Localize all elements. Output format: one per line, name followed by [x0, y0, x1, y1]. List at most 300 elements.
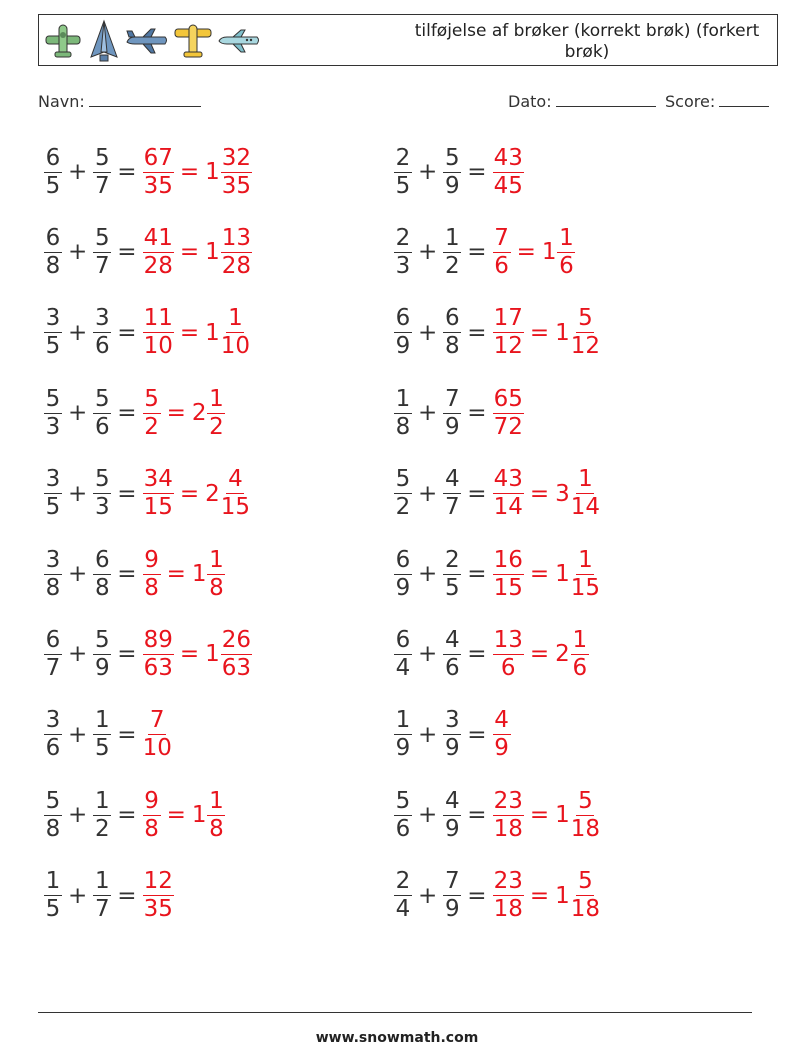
equals-sign: =: [179, 319, 200, 346]
improper-fraction-answer-numerator: 89: [143, 626, 173, 653]
equals-sign: =: [467, 159, 487, 185]
score-field: [665, 92, 769, 111]
addend-fraction-denominator: 2: [444, 252, 460, 279]
improper-fraction-answer-denominator: 9: [494, 735, 509, 762]
addend-fraction-denominator: 5: [444, 574, 460, 601]
plus-sign: +: [418, 480, 438, 507]
improper-fraction-answer-denominator: 10: [143, 333, 173, 360]
mixed-number-whole: 1: [541, 239, 557, 266]
addend-fraction-numerator: 1: [94, 868, 110, 895]
improper-fraction-answer-numerator: 41: [143, 224, 173, 251]
improper-fraction-answer: [143, 788, 161, 843]
date-label: Dato:: [508, 92, 552, 111]
equals-sign: =: [467, 561, 487, 587]
addend-fraction-denominator: 8: [94, 574, 110, 601]
plus-sign: +: [68, 882, 88, 909]
mixed-number-fraction: [571, 305, 600, 360]
footer-divider: [38, 1012, 752, 1013]
plus-sign: +: [418, 400, 438, 427]
addend-fraction-denominator: 4: [395, 654, 411, 681]
mixed-number-whole: 1: [555, 319, 570, 346]
date-field: [508, 92, 656, 111]
addend-fraction-denominator: 6: [395, 815, 411, 842]
mixed-number-denominator: 15: [220, 494, 251, 521]
plus-sign: +: [418, 561, 438, 587]
addend-fraction: [443, 627, 461, 682]
addend-fraction-numerator: 7: [444, 385, 460, 412]
worksheet-title: tilføjelse af brøker (korrekt brøk) (forkert brøk): [414, 21, 760, 62]
improper-fraction-answer: [143, 466, 174, 521]
addend-fraction-numerator: 3: [94, 305, 110, 332]
mixed-number-fraction: [571, 868, 600, 923]
improper-fraction-answer-numerator: 11: [143, 305, 173, 332]
mixed-number-numerator: 1: [578, 546, 593, 573]
problem-item: [44, 544, 225, 604]
addend-fraction: [44, 627, 62, 682]
answer: [493, 305, 600, 360]
answer: [493, 225, 576, 280]
name-blank: [89, 92, 201, 107]
header-icons: [43, 18, 261, 64]
equals-sign: =: [467, 400, 487, 427]
addend-fraction-denominator: 8: [444, 333, 460, 360]
equals-sign: =: [117, 319, 137, 346]
addend-fraction-numerator: 6: [395, 305, 411, 332]
mixed-number-denominator: 18: [570, 896, 601, 923]
improper-fraction-answer-numerator: 7: [494, 224, 509, 251]
addend-fraction-numerator: 6: [444, 305, 460, 332]
problem-item: [44, 303, 250, 363]
answer: [143, 547, 226, 602]
improper-fraction-answer-numerator: 34: [143, 466, 173, 493]
addend-fraction-numerator: 3: [45, 546, 61, 573]
equals-sign: =: [117, 802, 137, 829]
equals-sign: =: [467, 721, 487, 748]
equals-sign: =: [529, 561, 550, 587]
answer: [143, 707, 172, 762]
improper-fraction-answer-numerator: 67: [143, 144, 173, 171]
addend-fraction: [93, 145, 111, 200]
mixed-number-numerator: 1: [572, 626, 588, 653]
addend-fraction-numerator: 6: [45, 144, 61, 171]
problem-item: [394, 142, 524, 202]
improper-fraction-answer-denominator: 72: [493, 413, 523, 440]
improper-fraction-answer-denominator: 12: [493, 333, 523, 360]
mixed-number-numerator: 4: [228, 466, 243, 493]
addend-fraction-numerator: 4: [444, 626, 460, 653]
addend-fraction-denominator: 9: [395, 574, 411, 601]
plus-sign: +: [418, 319, 438, 346]
addend-fraction-numerator: 2: [395, 868, 411, 895]
addend-fraction: [44, 386, 62, 441]
improper-fraction-answer: [493, 547, 524, 602]
improper-fraction-answer: [143, 225, 174, 280]
answer: [493, 627, 589, 682]
problem-item: [44, 866, 174, 926]
plus-sign: +: [68, 721, 88, 748]
improper-fraction-answer-denominator: 8: [144, 815, 159, 842]
mixed-number-fraction: [221, 145, 252, 200]
addend-fraction: [93, 305, 111, 360]
addend-fraction-denominator: 5: [94, 735, 110, 762]
problem-item: [394, 866, 600, 926]
improper-fraction-answer-denominator: 15: [493, 574, 523, 601]
blue-airliner-icon: [125, 26, 169, 56]
addend-fraction: [394, 466, 412, 521]
improper-fraction-answer: [143, 707, 172, 762]
equals-sign: =: [529, 480, 550, 507]
mixed-number-whole: 1: [555, 882, 570, 909]
addend-fraction-denominator: 7: [94, 172, 110, 199]
answer: [493, 145, 524, 200]
addend-fraction-denominator: 5: [395, 172, 411, 199]
addend-fraction-denominator: 2: [94, 815, 110, 842]
addend-fraction-denominator: 5: [45, 333, 61, 360]
plus-sign: +: [68, 641, 88, 668]
answer: [493, 707, 511, 762]
problem-item: [394, 624, 589, 684]
mixed-number-numerator: 1: [578, 466, 593, 493]
addend-fraction: [394, 386, 412, 441]
answer: [143, 788, 226, 843]
mixed-number-numerator: 26: [221, 626, 252, 653]
addend-fraction: [394, 627, 412, 682]
equals-sign: =: [179, 239, 200, 266]
answer: [143, 868, 174, 923]
addend-fraction-denominator: 7: [94, 896, 110, 923]
green-propeller-plane-icon: [43, 21, 83, 61]
equals-sign: =: [467, 641, 487, 668]
addend-fraction-numerator: 6: [395, 626, 411, 653]
yellow-propeller-plane-icon: [173, 21, 213, 61]
addend-fraction-numerator: 6: [45, 626, 61, 653]
addend-fraction-numerator: 5: [444, 144, 460, 171]
addend-fraction-denominator: 3: [45, 413, 61, 440]
addend-fraction: [44, 145, 62, 200]
addend-fraction-denominator: 7: [444, 494, 460, 521]
addend-fraction-denominator: 8: [45, 252, 61, 279]
answer: [493, 466, 600, 521]
addend-fraction: [394, 547, 412, 602]
mixed-number-denominator: 12: [570, 333, 601, 360]
improper-fraction-answer-denominator: 28: [143, 252, 173, 279]
mixed-number-numerator: 1: [209, 385, 224, 412]
addend-fraction-numerator: 1: [395, 707, 411, 734]
mixed-number-fraction: [571, 788, 600, 843]
problem-item: [44, 142, 252, 202]
equals-sign: =: [117, 159, 137, 185]
problem-item: [44, 624, 252, 684]
addend-fraction: [93, 466, 111, 521]
improper-fraction-answer: [143, 627, 174, 682]
plus-sign: +: [68, 400, 88, 427]
addend-fraction: [394, 868, 412, 923]
answer: [143, 305, 250, 360]
addend-fraction: [394, 305, 412, 360]
improper-fraction-answer-denominator: 6: [500, 654, 516, 681]
problem-item: [44, 383, 225, 443]
addend-fraction: [93, 707, 111, 762]
addend-fraction-denominator: 9: [444, 815, 460, 842]
answer: [143, 386, 226, 441]
equals-sign: =: [467, 882, 487, 909]
addend-fraction: [443, 707, 461, 762]
addend-fraction-numerator: 5: [94, 144, 110, 171]
equals-sign: =: [529, 641, 550, 668]
addend-fraction: [443, 788, 461, 843]
improper-fraction-answer-denominator: 35: [143, 896, 173, 923]
improper-fraction-answer-numerator: 43: [493, 466, 523, 493]
plus-sign: +: [418, 882, 438, 909]
addend-fraction: [443, 547, 461, 602]
mixed-number-fraction: [207, 386, 225, 441]
answer: [143, 466, 250, 521]
improper-fraction-answer-numerator: 12: [143, 868, 173, 895]
mixed-number-fraction: [207, 788, 225, 843]
mixed-number-denominator: 18: [570, 815, 601, 842]
improper-fraction-answer: [493, 707, 511, 762]
improper-fraction-answer-denominator: 18: [493, 815, 523, 842]
name-field: [38, 92, 201, 111]
answer: [143, 145, 252, 200]
equals-sign: =: [166, 561, 186, 587]
addend-fraction-numerator: 3: [444, 707, 460, 734]
mixed-number-whole: 1: [191, 561, 207, 587]
mixed-number-whole: 1: [205, 159, 220, 185]
equals-sign: =: [117, 561, 137, 587]
improper-fraction-answer-denominator: 6: [494, 252, 509, 279]
addend-fraction-numerator: 3: [45, 707, 61, 734]
mixed-number-denominator: 8: [209, 815, 224, 842]
mixed-number-whole: 1: [205, 641, 220, 668]
addend-fraction-numerator: 5: [395, 466, 411, 493]
mixed-number-whole: 1: [555, 561, 570, 587]
addend-fraction: [44, 788, 62, 843]
mixed-number-numerator: 5: [578, 305, 593, 332]
equals-sign: =: [529, 802, 550, 829]
addend-fraction: [44, 707, 62, 762]
equals-sign: =: [117, 239, 137, 266]
improper-fraction-answer-denominator: 63: [143, 654, 173, 681]
addend-fraction-denominator: 8: [395, 413, 411, 440]
addend-fraction-denominator: 7: [94, 252, 110, 279]
addend-fraction-numerator: 5: [45, 787, 61, 814]
mixed-number-fraction: [221, 627, 252, 682]
mixed-number-denominator: 15: [570, 574, 601, 601]
plus-sign: +: [418, 641, 438, 668]
improper-fraction-answer-numerator: 9: [144, 546, 159, 573]
addend-fraction-numerator: 5: [94, 224, 110, 251]
addend-fraction-denominator: 9: [444, 896, 460, 923]
improper-fraction-answer: [493, 145, 524, 200]
mixed-number-numerator: 13: [221, 224, 252, 251]
answer: [493, 868, 600, 923]
addend-fraction-numerator: 2: [395, 224, 411, 251]
addend-fraction: [93, 627, 111, 682]
problem-item: [44, 785, 225, 845]
answer: [493, 547, 600, 602]
addend-fraction: [394, 788, 412, 843]
addend-fraction-numerator: 5: [94, 385, 110, 412]
improper-fraction-answer: [493, 305, 524, 360]
equals-sign: =: [467, 319, 487, 346]
problem-item: [394, 222, 575, 282]
plus-sign: +: [68, 561, 88, 587]
mixed-number-whole: 1: [205, 319, 220, 346]
plus-sign: +: [68, 319, 88, 346]
improper-fraction-answer-denominator: 14: [493, 494, 523, 521]
mixed-number-whole: 1: [205, 239, 220, 266]
mixed-number-denominator: 35: [221, 172, 252, 199]
mixed-number-denominator: 2: [209, 413, 224, 440]
addend-fraction: [443, 305, 461, 360]
addend-fraction-denominator: 8: [45, 574, 61, 601]
improper-fraction-answer: [493, 225, 511, 280]
mixed-number-fraction: [571, 627, 589, 682]
improper-fraction-answer-denominator: 45: [493, 172, 523, 199]
improper-fraction-answer-denominator: 18: [493, 896, 523, 923]
improper-fraction-answer-numerator: 5: [144, 385, 159, 412]
addend-fraction-numerator: 5: [45, 385, 61, 412]
addend-fraction-numerator: 6: [94, 546, 110, 573]
addend-fraction: [394, 225, 412, 280]
problem-item: [394, 785, 600, 845]
mixed-number-whole: 1: [191, 802, 207, 829]
equals-sign: =: [467, 802, 487, 829]
addend-fraction-numerator: 1: [45, 868, 61, 895]
addend-fraction: [394, 145, 412, 200]
improper-fraction-answer-denominator: 10: [142, 735, 172, 762]
mixed-number-numerator: 1: [209, 787, 224, 814]
addend-fraction: [443, 145, 461, 200]
mixed-number-denominator: 6: [572, 654, 588, 681]
mixed-number-denominator: 14: [570, 494, 601, 521]
addend-fraction: [44, 547, 62, 602]
addend-fraction-denominator: 3: [94, 494, 110, 521]
teal-airliner-icon: [217, 26, 261, 56]
addend-fraction-numerator: 4: [444, 466, 460, 493]
addend-fraction-denominator: 9: [395, 735, 411, 762]
improper-fraction-answer: [493, 788, 524, 843]
improper-fraction-answer: [143, 868, 174, 923]
addend-fraction-numerator: 3: [45, 466, 61, 493]
problem-item: [394, 383, 524, 443]
equals-sign: =: [179, 159, 200, 185]
addend-fraction-denominator: 6: [94, 413, 110, 440]
improper-fraction-answer-denominator: 35: [143, 172, 173, 199]
equals-sign: =: [529, 882, 550, 909]
problem-item: [44, 464, 250, 524]
improper-fraction-answer-numerator: 65: [493, 385, 523, 412]
addend-fraction-denominator: 2: [395, 494, 411, 521]
addend-fraction-numerator: 6: [395, 546, 411, 573]
improper-fraction-answer-numerator: 7: [149, 707, 165, 734]
improper-fraction-answer: [493, 386, 524, 441]
improper-fraction-answer-numerator: 43: [493, 144, 523, 171]
mixed-number-fraction: [221, 305, 250, 360]
improper-fraction-answer: [493, 627, 524, 682]
addend-fraction-denominator: 7: [45, 654, 61, 681]
addend-fraction-denominator: 9: [444, 172, 460, 199]
improper-fraction-answer: [143, 547, 161, 602]
worksheet-header: [38, 14, 778, 66]
addend-fraction: [93, 788, 111, 843]
addend-fraction: [443, 225, 461, 280]
problem-item: [394, 544, 600, 604]
mixed-number-numerator: 1: [209, 546, 224, 573]
addend-fraction: [44, 305, 62, 360]
mixed-number-fraction: [571, 547, 600, 602]
plus-sign: +: [68, 802, 88, 829]
problem-item: [394, 303, 600, 363]
plus-sign: +: [418, 159, 438, 185]
problem-item: [394, 705, 511, 765]
equals-sign: =: [117, 641, 137, 668]
blue-jet-fighter-icon: [87, 19, 121, 63]
improper-fraction-answer-numerator: 4: [494, 707, 509, 734]
addend-fraction: [44, 466, 62, 521]
addend-fraction-numerator: 1: [395, 385, 411, 412]
addend-fraction: [443, 868, 461, 923]
equals-sign: =: [529, 319, 550, 346]
plus-sign: +: [418, 721, 438, 748]
improper-fraction-answer: [143, 386, 161, 441]
plus-sign: +: [68, 239, 88, 266]
addend-fraction-denominator: 5: [45, 494, 61, 521]
mixed-number-whole: 3: [555, 480, 570, 507]
mixed-number-fraction: [557, 225, 575, 280]
addend-fraction-numerator: 6: [45, 224, 61, 251]
addend-fraction-denominator: 6: [45, 735, 61, 762]
equals-sign: =: [117, 400, 137, 427]
mixed-number-numerator: 1: [228, 305, 243, 332]
plus-sign: +: [418, 802, 438, 829]
addend-fraction-numerator: 1: [94, 787, 110, 814]
improper-fraction-answer-numerator: 17: [493, 305, 523, 332]
mixed-number-fraction: [221, 225, 252, 280]
date-blank: [556, 92, 656, 107]
mixed-number-numerator: 5: [578, 868, 593, 895]
addend-fraction-denominator: 6: [444, 654, 460, 681]
addend-fraction-denominator: 9: [444, 413, 460, 440]
addend-fraction-denominator: 3: [395, 252, 411, 279]
mixed-number-numerator: 5: [578, 787, 593, 814]
problem-item: [44, 222, 252, 282]
answer: [493, 386, 524, 441]
equals-sign: =: [117, 721, 137, 748]
mixed-number-numerator: 32: [221, 144, 252, 171]
addend-fraction: [44, 868, 62, 923]
equals-sign: =: [179, 480, 200, 507]
improper-fraction-answer-denominator: 2: [144, 413, 159, 440]
mixed-number-whole: 2: [191, 400, 207, 427]
mixed-number-whole: 1: [555, 802, 570, 829]
addend-fraction-denominator: 5: [45, 896, 61, 923]
addend-fraction: [44, 225, 62, 280]
addend-fraction-numerator: 1: [94, 707, 110, 734]
score-label: Score:: [665, 92, 716, 111]
addend-fraction-numerator: 5: [94, 626, 110, 653]
improper-fraction-answer-numerator: 23: [493, 868, 523, 895]
improper-fraction-answer-numerator: 23: [493, 787, 523, 814]
score-blank: [719, 92, 769, 107]
equals-sign: =: [516, 239, 536, 266]
problem-item: [44, 705, 172, 765]
addend-fraction: [394, 707, 412, 762]
addend-fraction-numerator: 2: [395, 144, 411, 171]
mixed-number-whole: 2: [205, 480, 220, 507]
addend-fraction-numerator: 3: [45, 305, 61, 332]
